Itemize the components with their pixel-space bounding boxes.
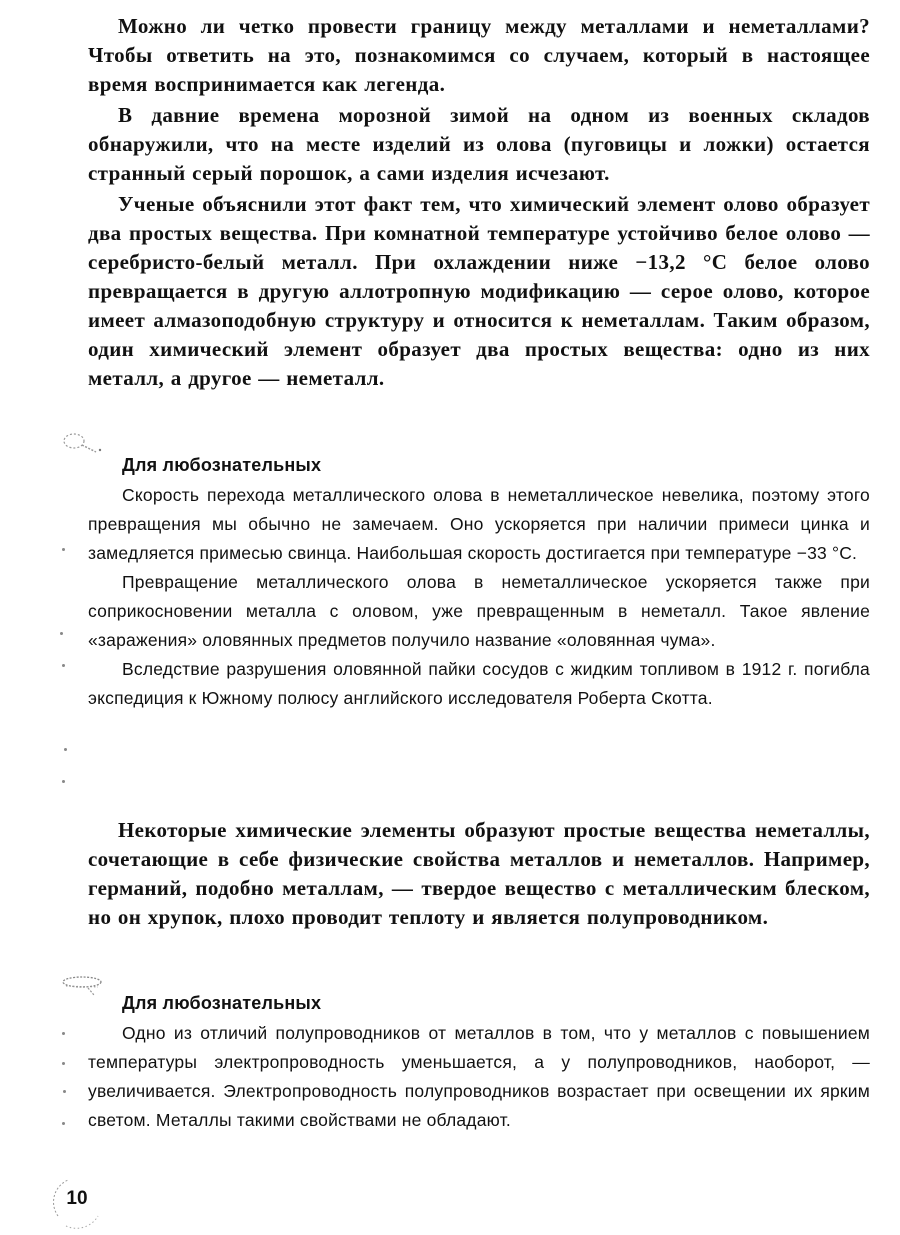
curious-1-paragraph-1: Скорость перехода металлического олова в неметаллическое невелика, поэтому этого превращения мы обычно не замечаем. Оно ускоряется при наличии примеси цинка и замедляется примесью свинца. Наибольшая скорость достигается при температуре −33 °С.	[88, 485, 870, 563]
intro-paragraph-1: Можно ли четко провести границу между металлами и неметаллами? Чтобы ответить на это, познакомимся со случаем, который в настоящее время воспринимается как легенда.	[88, 14, 870, 96]
curious-heading-2: Для любознательных	[122, 993, 322, 1013]
intro-paragraph-2: В давние времена морозной зимой на одном из военных складов обнаружили, что на месте изделий из олова (пуговицы и ложки) остается странный серый порошок, а сами изделия исчезают.	[88, 103, 870, 185]
margin-dot	[64, 748, 67, 751]
margin-dot	[62, 664, 65, 667]
margin-dot	[63, 1090, 66, 1093]
curious-sidebar-1	[88, 453, 870, 713]
page-number-badge	[48, 1172, 106, 1230]
margin-dot	[62, 1122, 65, 1125]
germanium-paragraph: Некоторые химические элементы образуют простые вещества неметаллы, сочетающие в себе физические свойства металлов и неметаллов. Например, германий, подобно металлам, — твердое вещество с металлическим блеском, но он хрупок, плохо проводит теплоту и является полупроводником.	[88, 818, 870, 929]
curious-1-paragraph-3: Вследствие разрушения оловянной пайки сосудов с жидким топливом в 1912 г. погибла экспедиция к Южному полюсу английского исследователя Роберта Скотта.	[88, 659, 870, 708]
intro-paragraph-3: Ученые объяснили этот факт тем, что химический элемент олово образует два простых вещества. При комнатной температуре устойчиво белое олово — серебристо-белый металл. При охлаждении ниже −13,2 °С белое олово превращается в другую аллотропную модификацию — серое олово, которое имеет алмазоподобную структуру и относится к неметаллам. Таким образом, один химический элемент образует два простых вещества: одно из них металл, а другое — неметалл.	[88, 192, 870, 390]
curious-2-paragraph-1: Одно из отличий полупроводников от металлов в том, что у металлов с повышением температуры электропроводность уменьшается, а у полупроводников, наоборот, — увеличивается. Электропроводность полупроводников возрастает при освещении их ярким светом. Металлы такими свойствами не обладают.	[88, 1023, 870, 1130]
germanium-section	[88, 816, 870, 932]
curious-heading-1: Для любознательных	[122, 455, 322, 475]
page-number: 10	[66, 1188, 88, 1209]
margin-dot	[62, 1062, 65, 1065]
curious-sidebar-2	[88, 991, 870, 1135]
margin-dot	[62, 548, 65, 551]
curious-1-paragraph-2: Превращение металлического олова в неметаллическое ускоряется также при соприкосновении металла с оловом, уже превращенным в неметалл. Такое явление «заражения» оловянных предметов получило название «оловянная чума».	[88, 572, 870, 650]
margin-dot	[62, 780, 65, 783]
intro-section	[88, 12, 870, 393]
margin-dot	[62, 1032, 65, 1035]
margin-dot	[60, 632, 63, 635]
